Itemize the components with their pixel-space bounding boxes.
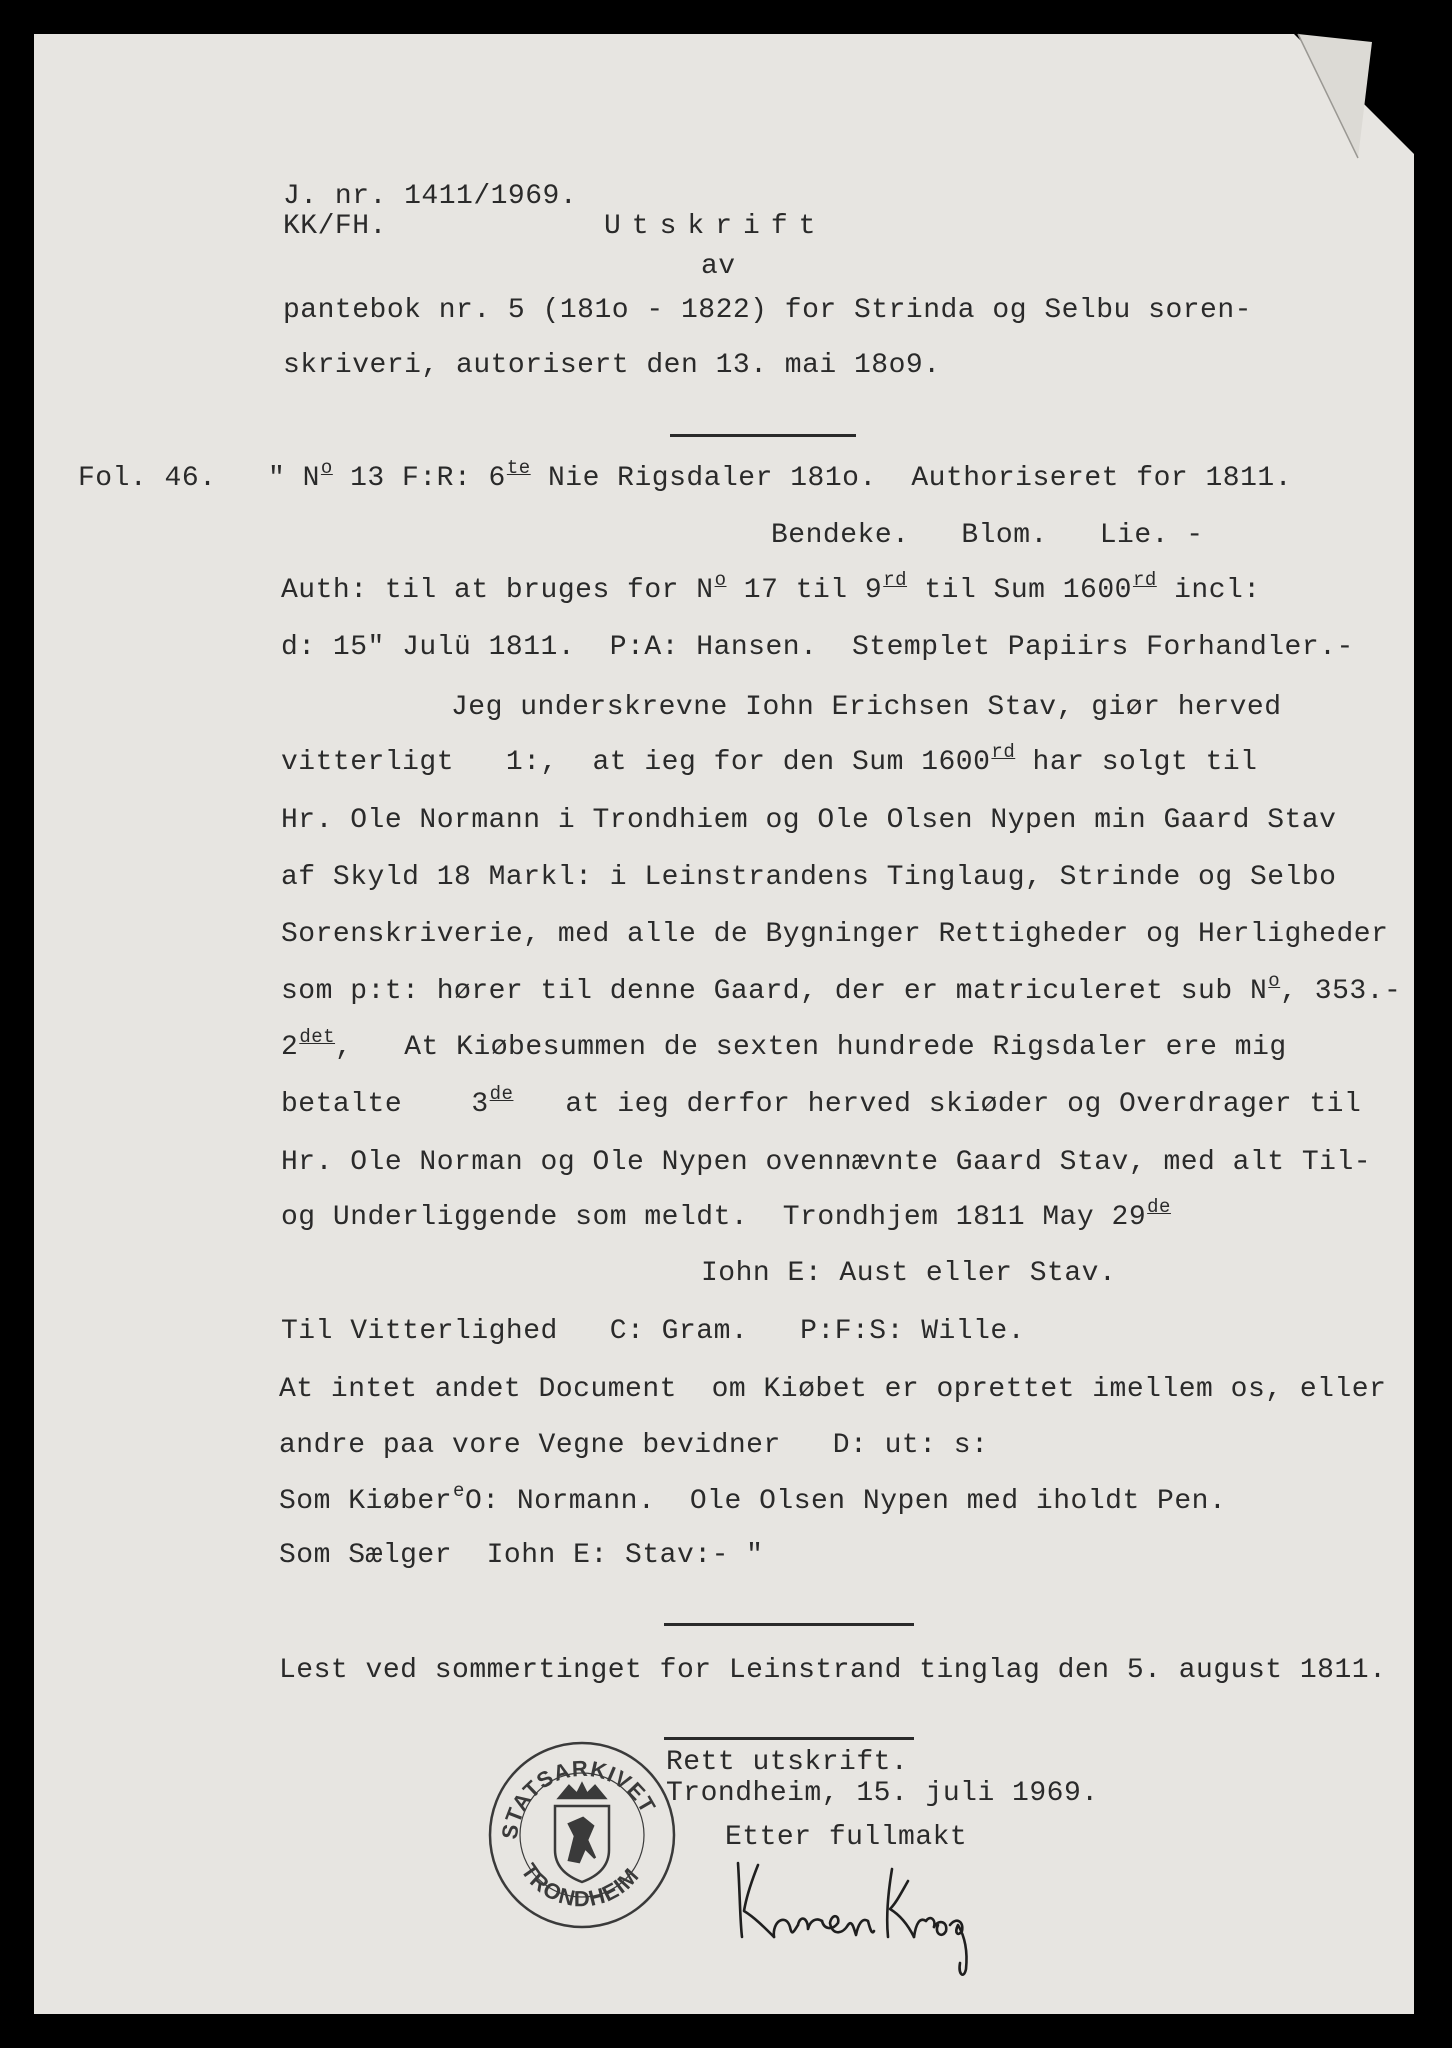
body-line-3: Auth: til at bruges for $N^o$ 17 til 9rd til Sum 1600rd incl:: [281, 569, 1261, 606]
document-sheet: [34, 34, 1414, 2014]
title-av: av: [701, 251, 736, 282]
body-line-14: og Underliggende som meldt. Trondhjem 1811 May 29de: [281, 1196, 1171, 1233]
reading-note: Lest ved sommertinget for Leinstrand tinglag den 5. august 1811.: [279, 1655, 1387, 1686]
body-line-10: som p:t: hører til denne Gaard, der er matriculeret sub $N^o$, 353.-: [281, 970, 1402, 1007]
journal-number: J. nr. 1411/1969.: [283, 181, 578, 212]
body-line-18: andre paa vore Vegne bevidner D: ut: s:: [279, 1430, 989, 1461]
body-line-5: Jeg underskrevne Iohn Erichsen Stav, giør herved: [451, 692, 1282, 723]
stamp-bottom-text: TRONDHEIM: [516, 1858, 644, 1912]
intro-line-2: skriveri, autorisert den 13. mai 18o9.: [283, 350, 941, 381]
body-line-9: Sorenskriverie, med alle de Bygninger Rettigheder og Herligheder: [281, 919, 1389, 950]
folded-corner: [1290, 30, 1420, 160]
body-line-16: Til Vitterlighed C: Gram. P:F:S: Wille.: [281, 1316, 1026, 1347]
stamp-top-text: STATSARKIVET: [496, 1755, 661, 1841]
body-line-2: Bendeke. Blom. Lie. -: [771, 520, 1204, 551]
body-line-1: " $N^o$ 13 F:R: $6^{te}$ Nie Rigsdaler 181o. Authoriseret for 1811.: [268, 457, 1292, 494]
journal-initials: KK/FH.: [283, 211, 387, 242]
handwritten-signature: [728, 1845, 1008, 1985]
archive-stamp: [487, 1740, 677, 1930]
body-line-6: vitterligt 1:, at ieg for den Sum 1600rd har solgt til: [281, 741, 1258, 778]
certification-line-1: Rett utskrift.: [666, 1747, 909, 1778]
body-line-17: At intet andet Document om Kiøbet er oprettet imellem os, eller: [279, 1374, 1387, 1405]
divider-top: [670, 434, 856, 437]
body-line-20: Som Sælger Iohn E: Stav:- ": [279, 1540, 764, 1571]
body-line-15: Iohn E: Aust eller Stav.: [701, 1258, 1117, 1289]
coat-of-arms-icon: [555, 1784, 609, 1882]
document-title: Utskrift: [604, 211, 827, 242]
svg-text:TRONDHEIM: [516, 1859, 644, 1911]
body-line-4: d: 15" Julü 1811. P:A: Hansen. Stemplet Papiirs Forhandler.-: [281, 632, 1354, 663]
body-line-8: af Skyld 18 Markl: i Leinstrandens Tinglaug, Strinde og Selbo: [281, 862, 1337, 893]
divider-bottom: [664, 1737, 914, 1740]
body-line-11: $2^{det}$, At Kiøbesummen de sexten hundrede Rigsdaler ere mig: [281, 1026, 1287, 1063]
intro-line-1: pantebok nr. 5 (181o - 1822) for Strinda og Selbu soren-: [283, 295, 1252, 326]
divider-middle: [664, 1623, 914, 1626]
body-line-13: Hr. Ole Norman og Ole Nypen ovennævnte Gaard Stav, med alt Til-: [281, 1147, 1372, 1178]
body-line-12: betalte 3de at ieg derfor herved skiøder og Overdrager til: [281, 1083, 1362, 1120]
certification-line-3: Etter fullmakt: [725, 1822, 968, 1853]
body-line-7: Hr. Ole Normann i Trondhiem og Ole Olsen Nypen min Gaard Stav: [281, 805, 1337, 836]
certification-line-2: Trondheim, 15. juli 1969.: [666, 1778, 1099, 1809]
body-line-19: Som Kiøber$^e$O: Normann. Ole Olsen Nypen med iholdt Pen.: [279, 1480, 1227, 1517]
folio-reference: Fol. 46.: [78, 463, 217, 494]
